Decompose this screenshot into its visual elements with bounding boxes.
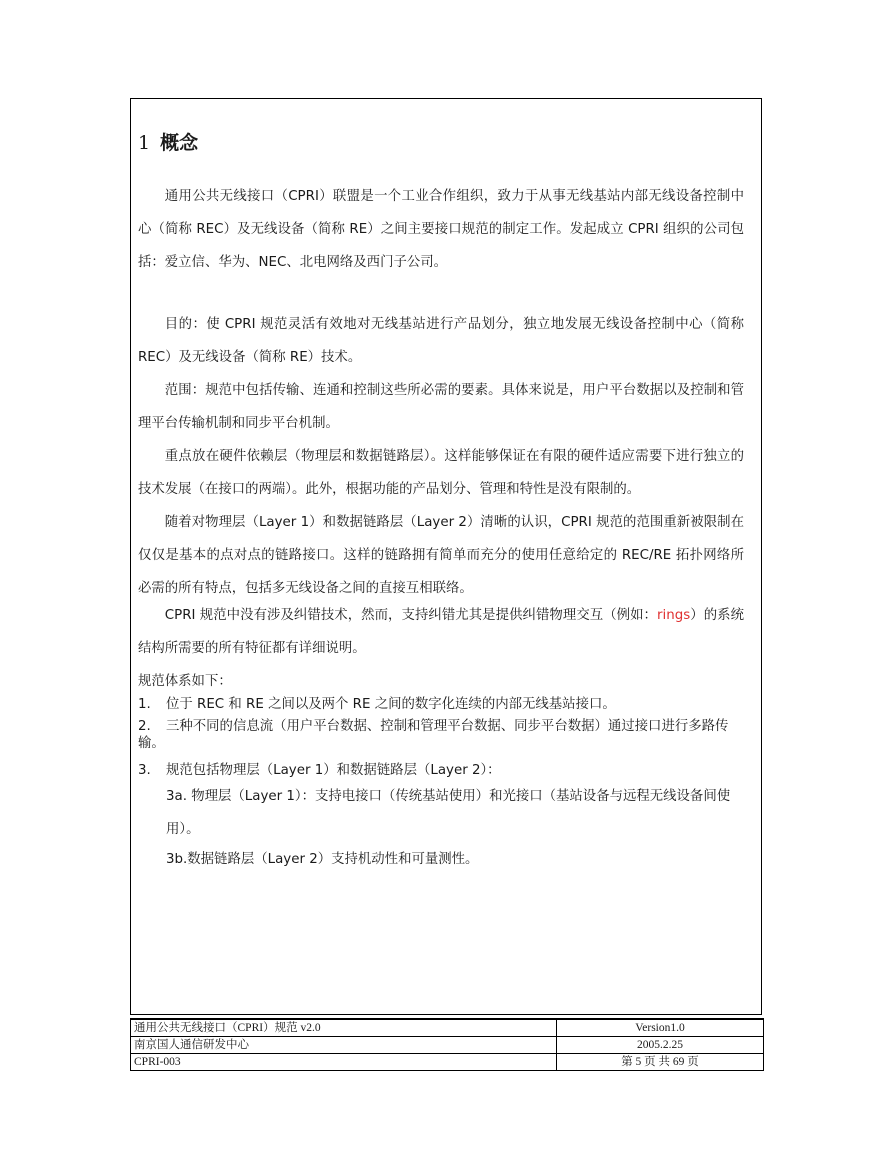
purpose-paragraph: 目的：使 CPRI 规范灵活有效地对无线基站进行产品划分，独立地发展无线设备控制中心（简称 REC）及无线设备（简称 RE）技术。: [138, 317, 744, 365]
system-intro: 规范体系如下：: [138, 674, 232, 689]
scope-paragraph: 范围：规范中包括传输、连通和控制这些所必需的要素。具体来说是，用户平台数据以及控制和管理平台传输机制和同步平台机制。: [138, 383, 744, 431]
list-text: 三种不同的信息流（用户平台数据、控制和管理平台数据、同步平台数据）通过接口进行多路传输。: [138, 719, 729, 751]
list-index: 3.: [138, 763, 151, 778]
list-index: 1.: [138, 697, 151, 712]
redundancy-text-post: ）的系统结构所需要的所有特征都有详细说明。: [138, 608, 745, 656]
section-heading: [138, 128, 198, 155]
list-text: 规范包括物理层（Layer 1）和数据链路层（Layer 2）：: [166, 763, 501, 778]
footer-doc-id: CPRI-003: [131, 1054, 557, 1071]
table-row: [131, 1054, 764, 1071]
section-number: 1: [138, 132, 151, 154]
intro-paragraph: 通用公共无线接口（CPRI）联盟是一个工业合作组织，致力于从事无线基站内部无线设备控制中心（简称 REC）及无线设备（简称 RE）之间主要接口规范的制定工作。发起成立 CPRI 组织的公司包括：爱立信、华为、NEC、北电网络及西门子公司。: [138, 189, 744, 270]
table-row: [131, 1019, 764, 1037]
footer-doc-title: 通用公共无线接口（CPRI）规范 v2.0: [131, 1019, 557, 1037]
list-item: [138, 696, 744, 713]
footer-page-number: 第 5 页 共 69 页: [557, 1054, 764, 1071]
sub-item-3a: 3a. 物理层（Layer 1）：支持电接口（传统基站使用）和光接口（基站设备与远程无线设备间使用）。: [166, 789, 731, 837]
table-row: [131, 1037, 764, 1054]
list-index: 2.: [138, 719, 151, 734]
redundancy-text-pre: CPRI 规范中没有涉及纠错技术，然而，支持纠错尤其是提供纠错物理交互（例如：: [164, 608, 658, 623]
footer-table: [130, 1018, 764, 1071]
redundancy-paragraph: [138, 599, 744, 665]
list-text: 位于 REC 和 RE 之间以及两个 RE 之间的数字化连续的内部无线基站接口。: [166, 697, 616, 712]
layers-paragraph: 随着对物理层（Layer 1）和数据链路层（Layer 2）清晰的认识，CPRI 规范的范围重新被限制在仅仅是基本的点对点的链路接口。这样的链路拥有简单而充分的使用任意给定的 REC/RE 拓扑网络所必需的所有特点，包括多无线设备之间的直接互相联络。: [138, 515, 744, 596]
footer-org: 南京国人通信研发中心: [131, 1037, 557, 1054]
footer-version: Version1.0: [557, 1019, 764, 1037]
list-item: [138, 718, 744, 752]
sub-item-3b: 3b.数据链路层（Layer 2）支持机动性和可量测性。: [166, 852, 479, 867]
focus-paragraph: 重点放在硬件依赖层（物理层和数据链路层）。这样能够保证在有限的硬件适应需要下进行独立的技术发展（在接口的两端）。此外，根据功能的产品划分、管理和特性是没有限制的。: [138, 449, 744, 497]
rings-highlight: rings: [657, 608, 691, 623]
footer-date: 2005.2.25: [557, 1037, 764, 1054]
list-item: [138, 762, 744, 779]
section-title: 概念: [160, 132, 199, 154]
